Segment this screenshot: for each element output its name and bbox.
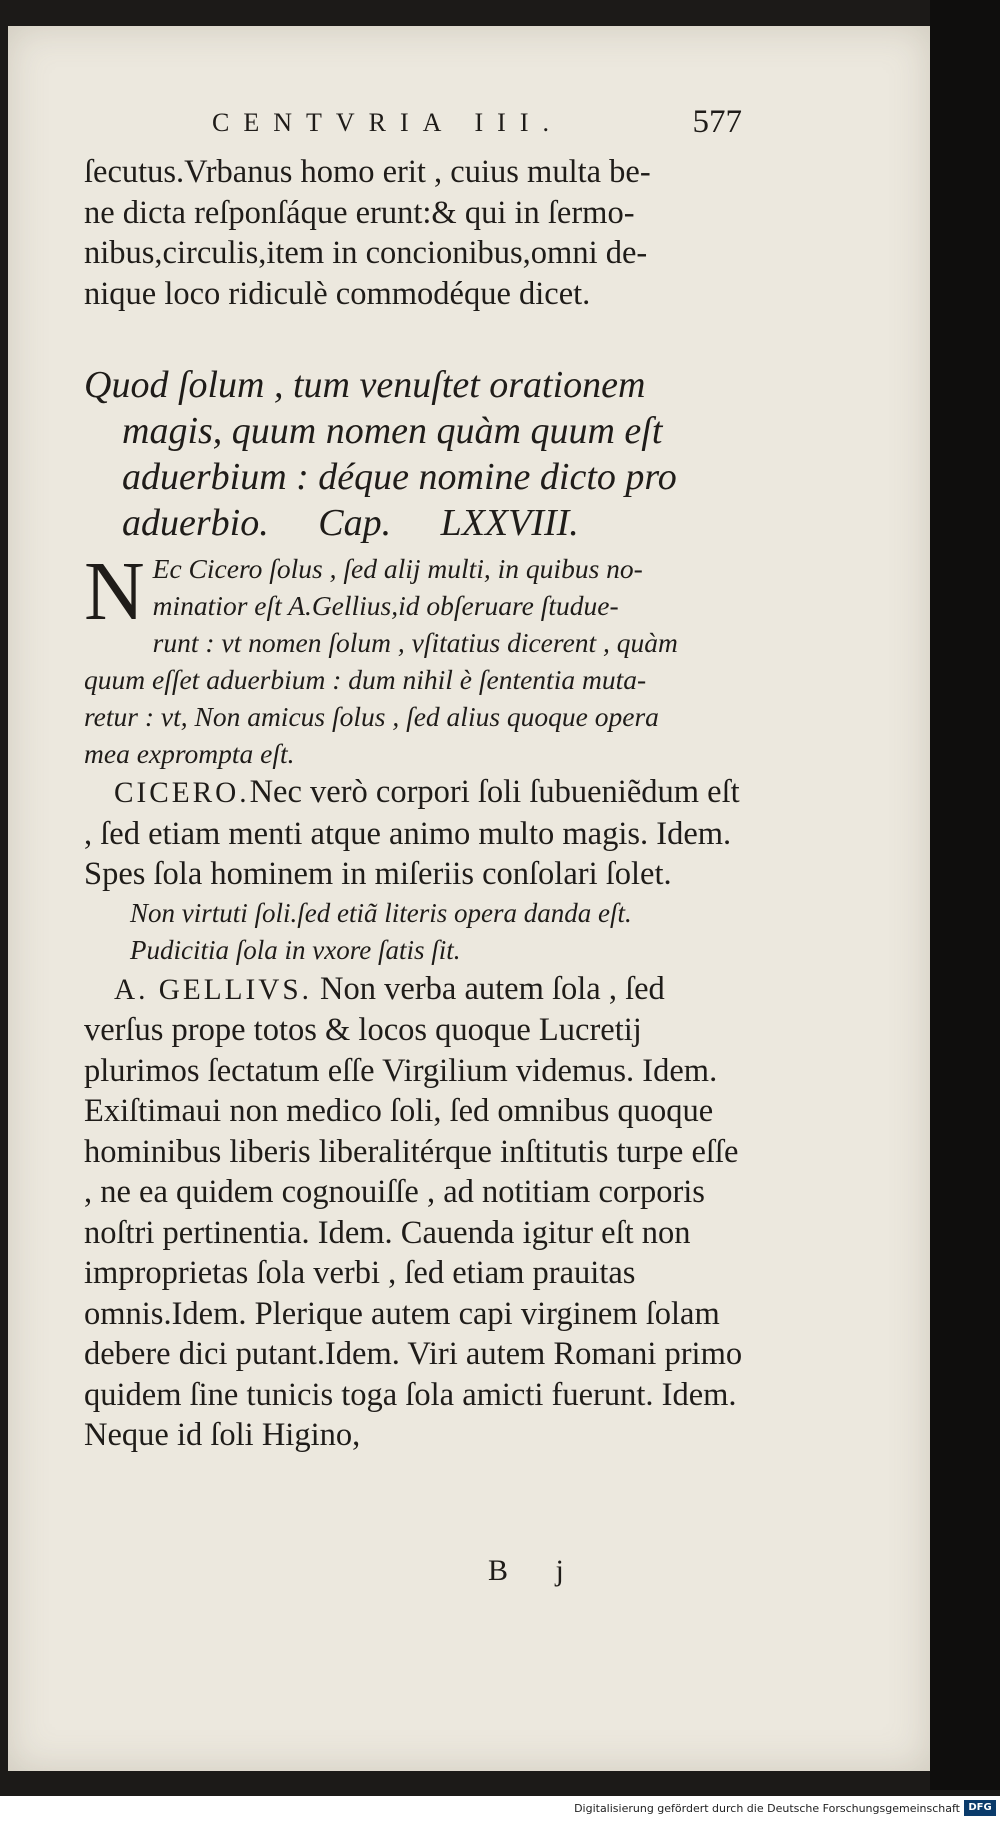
- intro-line: minatior eſt A.Gellius,id obſeruare ſtudue-: [152, 590, 619, 621]
- text-line: ſecutus.Vrbanus homo erit , cuius multa be-: [84, 154, 651, 190]
- gellius-paragraph: [84, 969, 744, 1456]
- intro-line: quum eſſet aduerbium : dum nihil è ſententia muta-: [84, 664, 647, 695]
- chapter-heading: [84, 362, 744, 546]
- footer-credit: Digitalisierung gefördert durch die Deutsche Forschungsgemeinschaft: [574, 1802, 960, 1815]
- page-number: 577: [692, 104, 742, 140]
- quote-line: Pudicitia ſola in vxore ſatis ſit.: [130, 934, 461, 965]
- chapter-heading-line: [84, 500, 744, 546]
- dfg-logo: DFG: [964, 1800, 996, 1816]
- chapter-label: Cap.: [318, 502, 392, 544]
- intro-paragraph: [84, 545, 744, 772]
- author-name: A. GELLIVS.: [114, 973, 312, 1006]
- intro-line: runt : vt nomen ſolum , vſitatius dicerent , quàm: [152, 627, 678, 658]
- paragraph-text: Non verba autem ſola , ſed verſus prope totos & locos quoque Lucretij plurimos ſectatum eſſe Virgilium videmus. Idem. Exiſtimaui non medico ſoli, ſed omnibus quoque hominibus liberis liberalitérque inſtitutis turpe eſſe , ne ea quidem cognouiſſe , ad notitiam corporis noſtri pertinentia. Idem. Cauenda igitur eſt non improprietas ſola verbi , ſed etiam prauitas omnis.Idem. Plerique autem capi virginem ſolam debere dici putant.Idem. Viri autem Romani primo quidem ſine tunicis toga ſola amicti fuerunt. Idem. Neque id ſoli Higino,: [84, 970, 743, 1453]
- intro-line: mea exprompta eſt.: [84, 738, 295, 769]
- text-line: nibus,circulis,item in concionibus,omni de-: [84, 235, 648, 271]
- cicero-paragraph: [84, 772, 744, 895]
- paragraph-text: Nec verò corpori ſoli ſubueniẽdum eſt , ſed etiam menti atque animo multo magis. Idem. Spes ſola hominem in miſeriis conſolari ſolet.: [84, 774, 740, 892]
- page-header: [212, 104, 742, 148]
- chapter-heading-line: magis, quum nomen quàm quum eſt: [122, 410, 663, 452]
- quote-line: Non virtuti ſoli.ſed etiã literis opera danda eſt.: [130, 897, 632, 928]
- opening-lines: [84, 152, 744, 314]
- signature-mark: B j: [488, 1554, 584, 1587]
- chapter-numeral: LXXVIII.: [440, 502, 579, 544]
- author-name: CICERO.: [114, 777, 250, 809]
- chapter-heading-line: aduerbium : déque nomine dicto pro: [122, 456, 677, 498]
- intro-line: retur : vt, Non amicus ſolus , ſed alius quoque opera: [84, 701, 659, 732]
- footer-bar: [0, 1796, 1000, 1822]
- chapter-heading-line: Quod ſolum , tum venuſtet orationem: [84, 364, 646, 406]
- chapter-heading-word: aduerbio.: [122, 502, 269, 544]
- text-line: ne dicta reſponſáque erunt:& qui in ſermo-: [84, 194, 635, 231]
- drop-initial: N: [84, 545, 145, 638]
- page-body: [84, 152, 744, 1456]
- intro-line: Ec Cicero ſolus , ſed alij multi, in quibus no-: [152, 553, 643, 584]
- running-head: CENTVRIA III.: [212, 108, 563, 137]
- book-binding: [930, 0, 1000, 1790]
- text-line: nique loco ridiculè commodéque dicet.: [84, 275, 591, 312]
